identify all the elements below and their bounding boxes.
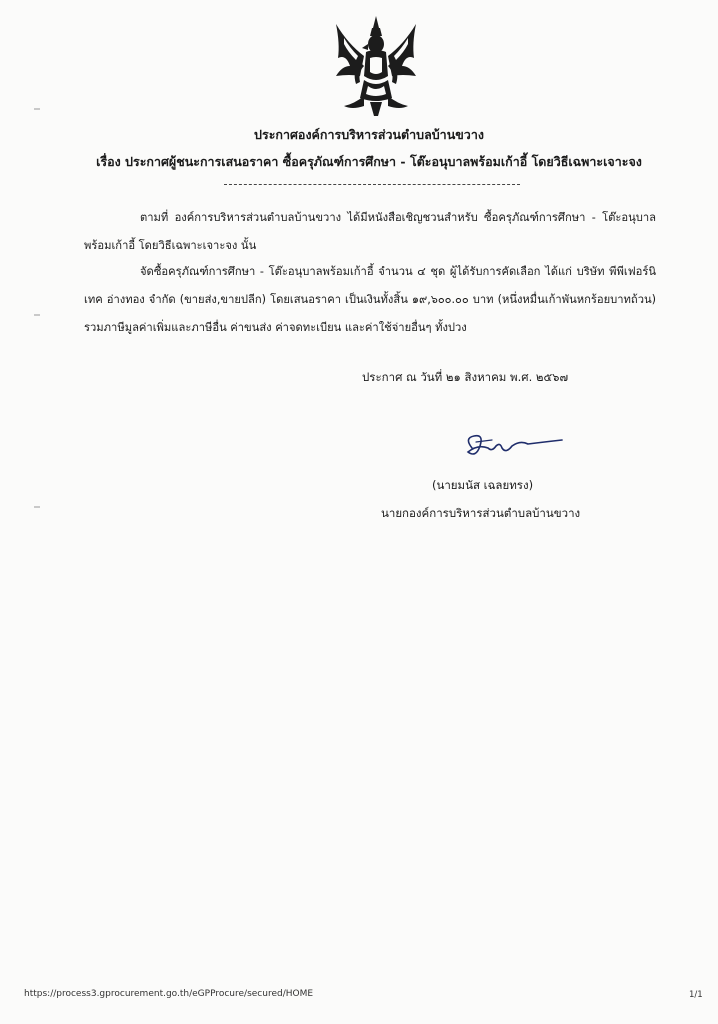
title-divider [224,184,520,185]
paragraph-award [84,258,656,342]
paragraph-award-text: จัดซื้อครุภัณฑ์การศึกษา - โต๊ะอนุบาลพร้อมเก้าอี้ จำนวน ๔ ชุด ผู้ได้รับการคัดเลือก ได้แก่ บริษัท พีพีเฟอร์นิเทค อ่างทอง จำกัด (ขายส่ง,ขายปลีก) โดยเสนอราคา เป็นเงินทั้งสิ้น ๑๙,๖๐๐.๐๐ บาท (หนึ่งหมื่นเก้าพันหกร้อยบาทถ้วน) รวมภาษีมูลค่าเพิ่มและภาษีอื่น ค่าขนส่ง ค่าจดทะเบียน และค่าใช้จ่ายอื่นๆ ทั้งปวง [84,265,656,334]
document-subject: เรื่อง ประกาศผู้ชนะการเสนอราคา ซื้อครุภัณฑ์การศึกษา - โต๊ะอนุบาลพร้อมเก้าอี้ โดยวิธีเฉพาะเจาะจง [96,154,642,169]
handwritten-signature [458,430,568,462]
scan-mark [34,314,40,316]
document-title: ประกาศองค์การบริหารส่วนตำบลบ้านขวาง [254,127,484,142]
paragraph-invitation [84,204,656,260]
scan-mark [34,108,40,110]
scan-mark [34,506,40,508]
announce-date: ประกาศ ณ วันที่ ๒๑ สิงหาคม พ.ศ. ๒๕๖๗ [362,370,569,384]
page-number: 1/1 [689,990,703,1000]
footer-url: https://process3.gprocurement.go.th/eGPProcure/secured/HOME [24,989,314,999]
garuda-emblem-icon [330,14,422,118]
signer-name: (นายมนัส เฉลยทรง) [432,478,534,492]
paragraph-invitation-text: ตามที่ องค์การบริหารส่วนตำบลบ้านขวาง ได้มีหนังสือเชิญชวนสำหรับ ซื้อครุภัณฑ์การศึกษา - โต๊ะอนุบาลพร้อมเก้าอี้ โดยวิธีเฉพาะเจาะจง นั้น [84,211,656,252]
signer-title: นายกองค์การบริหารส่วนตำบลบ้านขวาง [381,506,581,520]
